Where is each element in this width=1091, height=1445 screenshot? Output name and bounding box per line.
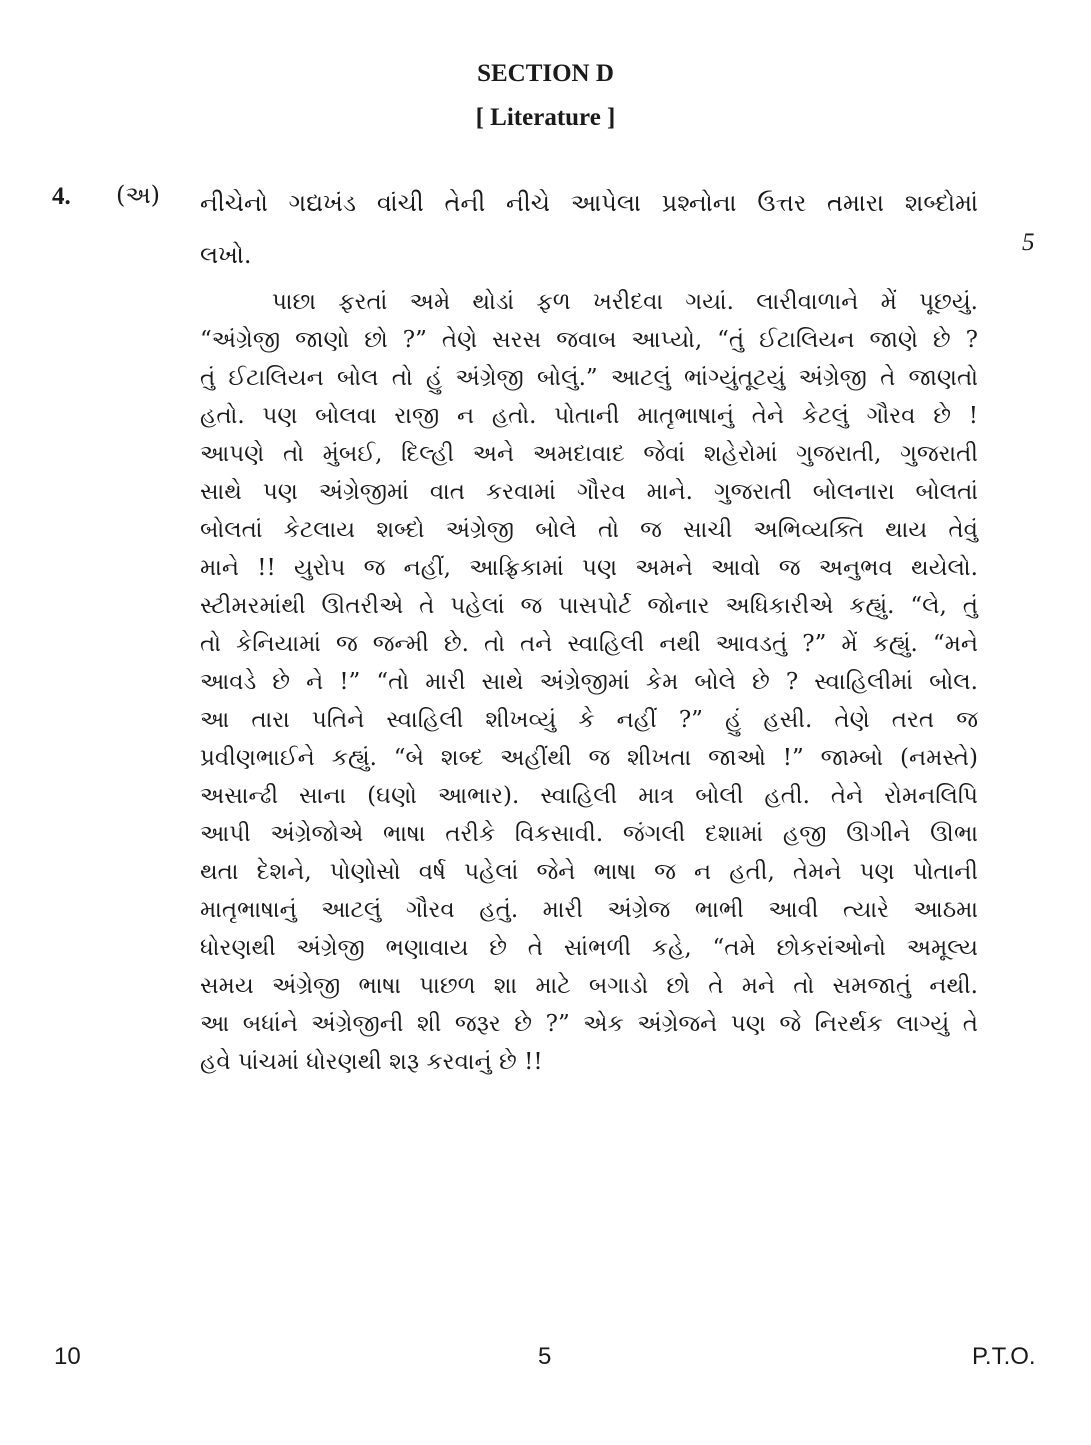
instruction-line: નીચેનો ગદ્યખંડ વાંચી તેની નીચે આપેલા પ્રશ્નોના ઉત્તર તમારા શબ્દોમાં	[200, 189, 978, 217]
paper-code: 10	[54, 1343, 81, 1370]
passage-line: સાથે પણ અંગ્રેજીમાં વાત કરવામાં ગૌરવ માને. ગુજરાતી બોલનારા બોલતાં	[200, 479, 978, 505]
instruction-line: લખો.	[200, 241, 252, 269]
passage-line: આ તારા પતિને સ્વાહિલી શીખવ્યું કે નહીં ?” હું હસી. તેણે તરત જ	[200, 707, 978, 733]
page-number: 5	[538, 1343, 552, 1370]
passage-line: માતૃભાષાનું આટલું ગૌરવ હતું. મારી અંગ્રેજ ભાભી આવી ત્યારે આઠમા	[200, 897, 978, 923]
passage-line: હતો. પણ બોલવા રાજી ન હતો. પોતાની માતૃભાષાનું તેને કેટલું ગૌરવ છે !	[200, 403, 978, 429]
passage-line: ધોરણથી અંગ્રેજી ભણાવાય છે તે સાંભળી કહે, “તમે છોકરાંઓનો અમૂલ્ય	[200, 935, 978, 961]
question-instruction	[200, 177, 978, 281]
passage-line: તો કેનિયામાં જ જન્મી છે. તો તને સ્વાહિલી નથી આવડતું ?” મેં કહ્યું. “મને	[200, 631, 978, 657]
passage-line: તું ઈટાલિયન બોલ તો હું અંગ્રેજી બોલું.” આટલું ભાંગ્યુંતૂટયું અંગ્રેજી તે જાણતો	[200, 365, 978, 391]
passage-line: અસાન્ઢી સાના (ઘણો આભાર). સ્વાહિલી માત્ર બોલી હતી. તેને રોમનલિપિ	[200, 783, 978, 809]
passage-line: આવડે છે ને !” “તો મારી સાથે અંગ્રેજીમાં કેમ બોલે છે ? સ્વાહિલીમાં બોલ.	[200, 669, 978, 695]
question-number: 4.	[52, 183, 71, 210]
passage-line: હવે પાંચમાં ધોરણથી શરૂ કરવાનું છે !!	[200, 1049, 543, 1075]
passage-line: થતા દેશને, પોણોસો વર્ષ પહેલાં જેને ભાષા જ ન હતી, તેમને પણ પોતાની	[200, 859, 978, 885]
passage-line: માને !! યુરોપ જ નહીં, આફ્રિકામાં પણ અમને આવો જ અનુભવ થયેલો.	[200, 555, 978, 581]
question-part-label: (અ)	[116, 181, 161, 209]
passage	[200, 283, 978, 1081]
section-subtitle: [ Literature ]	[475, 104, 616, 131]
passage-line: આ બધાંને અંગ્રેજીની શી જરૂર છે ?” એક અંગ્રેજને પણ જે નિરર્થક લાગ્યું તે	[200, 1011, 978, 1037]
passage-line: આપણે તો મુંબઈ, દિલ્હી અને અમદાવાદ જેવાં શહેરોમાં ગુજરાતી, ગુજરાતી	[200, 441, 978, 467]
please-turn-over: P.T.O.	[972, 1343, 1036, 1370]
passage-line: સમય અંગ્રેજી ભાષા પાછળ શા માટે બગાડો છો તે મને તો સમજાતું નથી.	[200, 973, 978, 999]
passage-line: પાછા ફરતાં અમે થોડાં ફળ ખરીદવા ગયાં. લારીવાળાને મેં પૂછયું.	[272, 289, 978, 315]
section-title: SECTION D	[477, 60, 614, 87]
passage-line: પ્રવીણભાઈને કહ્યું. “બે શબ્દ અહીંથી જ શીખતા જાઓ !” જામ્બો (નમસ્તે)	[200, 745, 978, 771]
marks: 5	[1022, 229, 1035, 256]
passage-line: બોલતાં કેટલાય શબ્દો અંગ્રેજી બોલે તો જ સાચી અભિવ્યક્તિ થાય તેવું	[200, 517, 978, 543]
passage-line: આપી અંગ્રેજોએ ભાષા તરીકે વિકસાવી. જંગલી દશામાં હજી ઊગીને ઊભા	[200, 821, 978, 847]
passage-line: “અંગ્રેજી જાણો છો ?” તેણે સરસ જવાબ આપ્યો, “તું ઈટાલિયન જાણે છે ?	[200, 327, 978, 353]
passage-line: સ્ટીમરમાંથી ઊતરીએ તે પહેલાં જ પાસપોર્ટ જોનાર અધિકારીએ કહ્યું. “લે, તું	[200, 593, 978, 619]
